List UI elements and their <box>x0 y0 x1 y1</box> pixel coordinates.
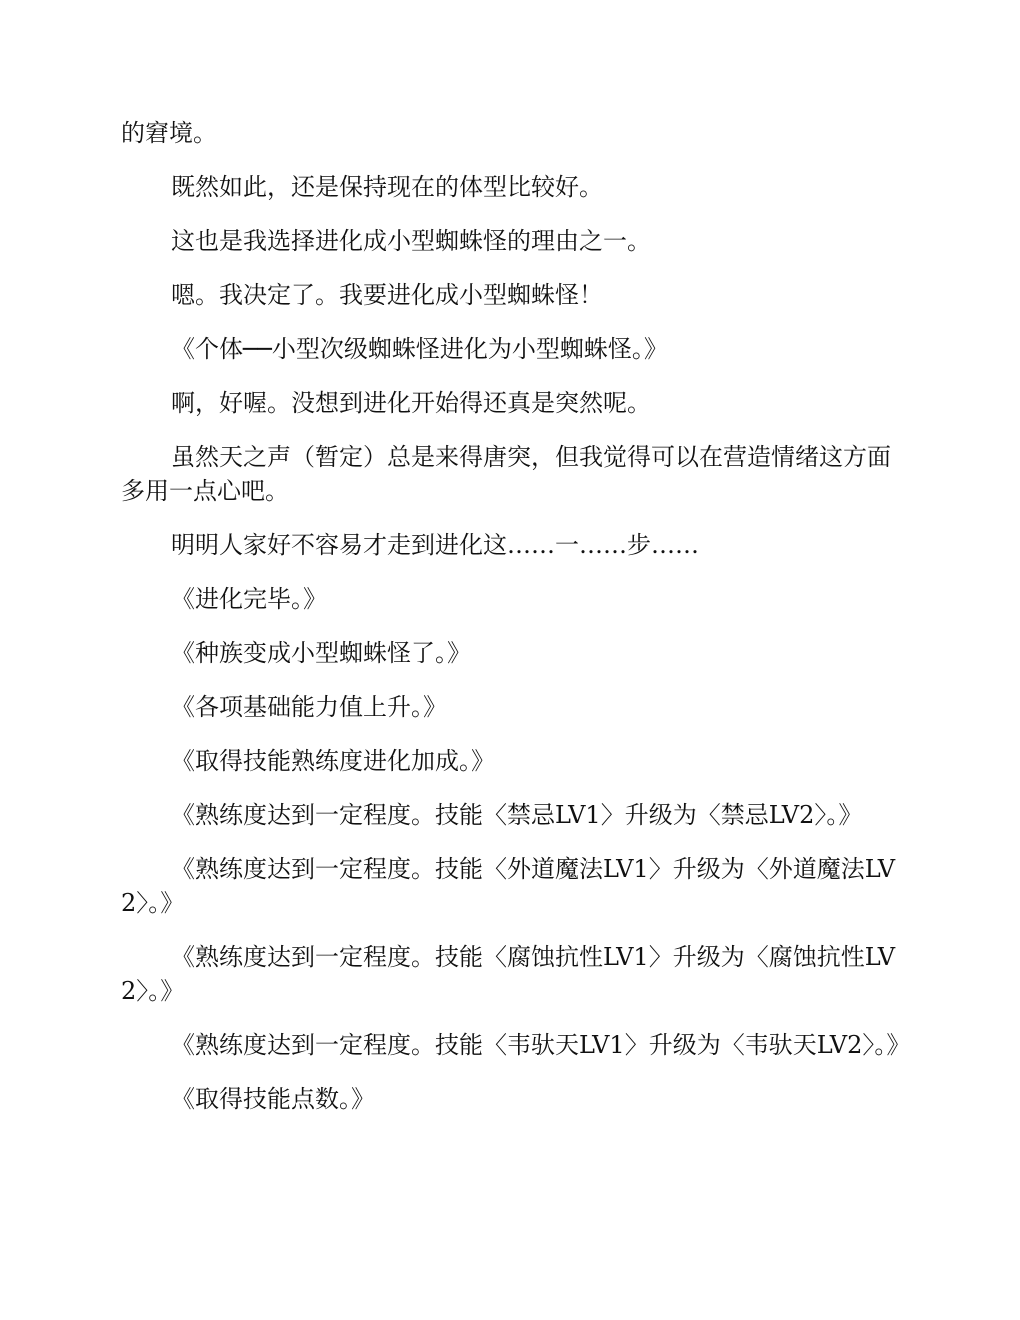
paragraph: 明明人家好不容易才走到进化这……一……步…… <box>171 531 699 559</box>
paragraph: 这也是我选择进化成小型蜘蛛怪的理由之一。 <box>171 227 651 255</box>
paragraph: 《熟练度达到一定程度。技能〈韦驮天LV1〉升级为〈韦驮天LV2〉。》 <box>171 1031 911 1059</box>
paragraph: 《各项基础能力值上升。》 <box>171 693 447 721</box>
paragraph: 《进化完毕。》 <box>171 585 327 613</box>
paragraph: 《个体──小型次级蜘蛛怪进化为小型蜘蛛怪。》 <box>171 335 668 363</box>
paragraph: 虽然天之声（暂定）总是来得唐突，但我觉得可以在营造情绪这方面多用一点心吧。 <box>121 443 891 505</box>
document-body <box>121 116 911 1136</box>
paragraph: 既然如此，还是保持现在的体型比较好。 <box>171 173 603 201</box>
paragraph: 《熟练度达到一定程度。技能〈外道魔法LV1〉升级为〈外道魔法LV2〉。》 <box>121 855 896 917</box>
paragraph: 《取得技能点数。》 <box>171 1085 375 1113</box>
paragraph: 《取得技能熟练度进化加成。》 <box>171 747 495 775</box>
paragraph: 《熟练度达到一定程度。技能〈腐蚀抗性LV1〉升级为〈腐蚀抗性LV2〉。》 <box>121 943 896 1005</box>
paragraph: 啊，好喔。没想到进化开始得还真是突然呢。 <box>171 389 651 417</box>
paragraph: 《熟练度达到一定程度。技能〈禁忌LV1〉升级为〈禁忌LV2〉。》 <box>171 801 863 829</box>
paragraph: 的窘境。 <box>121 119 217 147</box>
paragraph: 《种族变成小型蜘蛛怪了。》 <box>171 639 471 667</box>
paragraph: 嗯。我决定了。我要进化成小型蜘蛛怪！ <box>171 281 603 309</box>
